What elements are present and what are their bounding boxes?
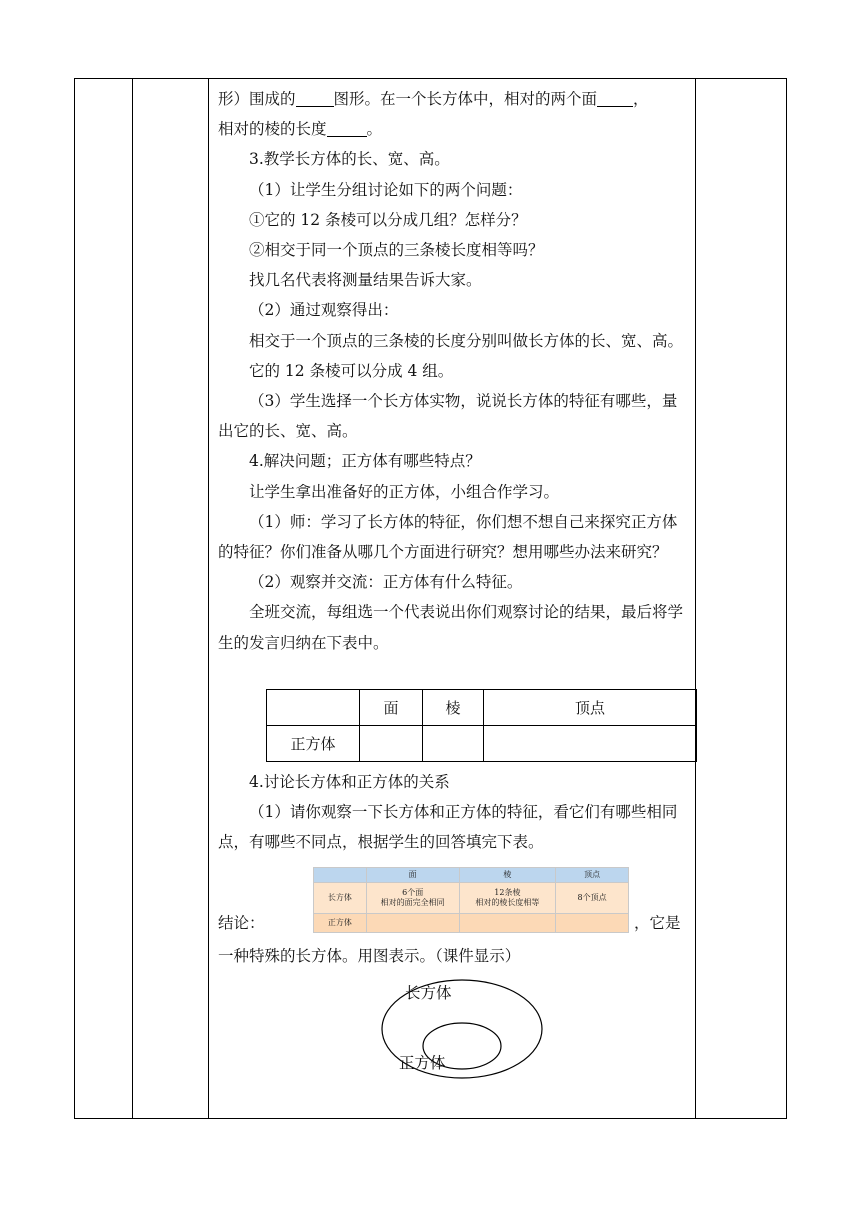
fill-blank-2	[597, 91, 633, 108]
ref-table-cell: 6个面 相对的面完全相同	[366, 883, 459, 914]
ref-table-row-label: 正方体	[314, 914, 367, 933]
paragraph-1: 形）围成的 图形。在一个长方体中，相对的两个面 ，	[218, 90, 649, 108]
ref-table-row-cube	[314, 914, 629, 933]
feature-table-cell	[360, 726, 423, 762]
paragraph-17: 4.讨论长方体和正方体的关系	[249, 773, 450, 791]
ref-table-cell: 12条棱 相对的棱长度相等	[459, 883, 556, 914]
conclusion-last-line: 一种特殊的长方体。用图表示。（课件显示）	[218, 947, 521, 965]
ref-table-header-face: 面	[366, 868, 459, 883]
paragraph-16: 全班交流，每组选一个代表说出你们观察讨论的结果，最后将学生的发言归纳在下表中。	[218, 603, 684, 652]
ref-table-cell	[459, 914, 556, 933]
paragraph-6: ②相交于同一个顶点的三条棱长度相等吗？	[249, 241, 544, 260]
feature-table-header-row	[267, 690, 697, 726]
conclusion-label: 结论：	[218, 914, 265, 932]
paragraph-4: （1）让学生分组讨论如下的两个问题：	[249, 180, 523, 199]
ref-table-row-label: 长方体	[314, 883, 367, 914]
ref-table-row-cuboid	[314, 883, 629, 914]
ref-table-cell	[556, 914, 629, 933]
feature-table-header-edge: 棱	[423, 690, 484, 726]
comparison-reference-table	[313, 867, 629, 933]
paragraph-12: 4.解决问题；正方体有哪些特点？	[249, 452, 481, 471]
feature-table-header-face: 面	[360, 690, 423, 726]
ref-table-header-edge: 棱	[459, 868, 556, 883]
paragraph-10: 它的 12 条棱可以分成 4 组。	[249, 361, 454, 380]
paragraph-18: （1）请你观察一下长方体和正方体的特征，看它们有哪些相同点，有哪些不同点，根据学生的回答填完下表。	[218, 803, 678, 852]
ref-table-corner-cell	[314, 868, 367, 883]
ref-table-cell: 8个顶点	[556, 883, 629, 914]
ref-table-header-row	[314, 868, 629, 883]
ref-table-header-vertex: 顶点	[556, 868, 629, 883]
venn-outer-label: 长方体	[405, 984, 452, 1002]
column-divider-2	[208, 78, 209, 1118]
ref-table-cell	[366, 914, 459, 933]
cube-feature-table	[266, 689, 697, 762]
fill-blank-3	[327, 121, 367, 138]
paragraph-9: 相交于一个顶点的三条棱的长度分别叫做长方体的长、宽、高。	[249, 331, 684, 350]
feature-table-row-label: 正方体	[267, 726, 360, 762]
feature-table-cell	[423, 726, 484, 762]
conclusion-tail: ，它是	[634, 914, 681, 932]
feature-table-cell	[484, 726, 697, 762]
paragraph-5: ①它的 12 条棱可以分成几组？怎样分？	[249, 210, 527, 229]
paragraph-2: 相对的棱的长度 。	[218, 120, 383, 139]
column-divider-1	[132, 78, 133, 1118]
paragraph-3: 3.教学长方体的长、宽、高。	[249, 150, 450, 169]
feature-table-corner-cell	[267, 690, 360, 726]
feature-table-header-vertex: 顶点	[484, 690, 697, 726]
paragraph-11: （3）学生选择一个长方体实物，说说长方体的特征有哪些，量出它的长、宽、高。	[218, 392, 678, 441]
venn-inner-label: 正方体	[399, 1054, 446, 1072]
feature-table-row-cube	[267, 726, 697, 762]
lesson-content	[218, 84, 688, 658]
fill-blank-1	[296, 91, 334, 108]
paragraph-7: 找几名代表将测量结果告诉大家。	[249, 271, 482, 290]
paragraph-14: （1）师：学习了长方体的特征，你们想不想自己来探究正方体的特征？你们准备从哪几个方面进行研究？想用哪些办法来研究？	[218, 512, 678, 562]
paragraph-13: 让学生拿出准备好的正方体，小组合作学习。	[249, 482, 560, 501]
lesson-content-2	[218, 767, 688, 858]
paragraph-15: （2）观察并交流：正方体有什么特征。	[249, 573, 523, 592]
paragraph-8: （2）通过观察得出：	[249, 301, 399, 320]
column-divider-3	[695, 78, 696, 1118]
